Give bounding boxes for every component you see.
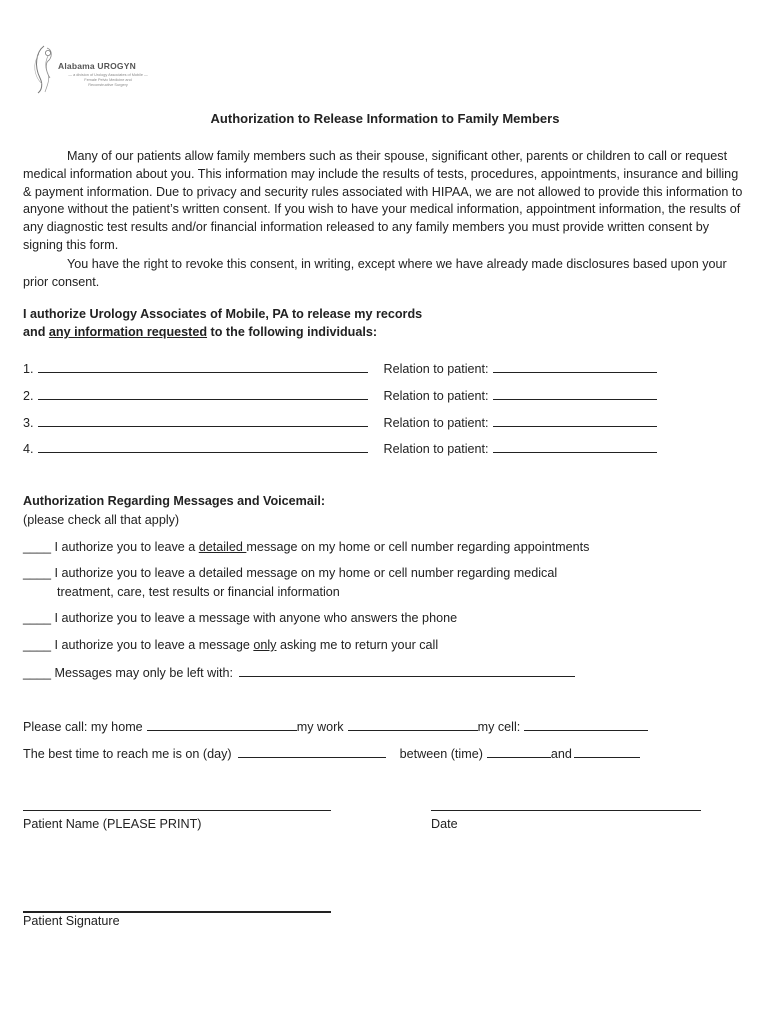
patient-name-field[interactable] [23,810,331,811]
revoke-paragraph: You have the right to revoke this consent, in writing, except where we have already made disclosures based upon your prior consent. [23,257,727,289]
and-label: and [550,747,572,761]
patient-name-label: Patient Name (PLEASE PRINT) [23,817,202,831]
page-title: Authorization to Release Information to Family Members [210,111,560,126]
authorize-line-1: I authorize Urology Associates of Mobile, PA to release my records [23,307,423,321]
option-text: I authorize you to leave a detailed message on my home or cell number regarding medical [51,566,558,580]
option-text: I authorize you to leave a message [51,638,254,652]
home-label: Please call: my home [23,720,143,734]
name-field[interactable] [38,360,368,373]
checkbox-blank[interactable]: ____ [23,666,52,680]
row-number: 2. [23,389,34,403]
between-label: between (time) [399,747,483,761]
left-with-field[interactable] [239,664,575,677]
cell-phone-field[interactable] [524,718,648,731]
work-label: my work [296,720,344,734]
logo-name: Alabama UROGYN [58,61,136,71]
time-to-field[interactable] [574,745,640,758]
option-text: I authorize you to leave a message with anyone who answers the phone [51,611,458,625]
logo-subtitle: Female Pelvic Medicine and [84,78,132,82]
name-field[interactable] [38,414,368,427]
checkbox-blank[interactable]: ____ [23,638,52,652]
messages-heading: Authorization Regarding Messages and Voicemail: [23,494,326,508]
relation-field[interactable] [493,387,657,400]
individual-row [23,387,657,403]
relation-label: Relation to patient: [383,362,489,376]
name-field[interactable] [38,387,368,400]
checkbox-blank[interactable]: ____ [23,540,52,554]
cell-label: my cell: [477,720,521,734]
relation-field[interactable] [493,414,657,427]
individual-row [23,414,657,430]
relation-label: Relation to patient: [383,442,489,456]
best-day-field[interactable] [238,745,386,758]
option-continuation: treatment, care, test results or financial information [57,585,340,599]
authorize-line-2 [23,325,377,339]
date-field[interactable] [431,810,701,811]
option-text: I authorize you to leave a [51,540,199,554]
option-underlined: only [253,638,277,652]
authorize-underlined: any information requested [48,325,208,339]
relation-label: Relation to patient: [383,389,489,403]
signature-field[interactable] [23,911,331,913]
relation-field[interactable] [493,440,657,453]
row-number: 3. [23,416,34,430]
checkbox-blank[interactable]: ____ [23,611,52,625]
best-time-row [23,745,640,761]
authorize-text: to the following individuals: [207,325,378,339]
name-field[interactable] [38,440,368,453]
relation-label: Relation to patient: [383,416,489,430]
please-call-row [23,718,648,734]
home-phone-field[interactable] [147,718,297,731]
option-text: message on my home or cell number regarding appointments [246,540,590,554]
option-underlined: detailed [198,540,247,554]
option-text: asking me to return your call [276,638,439,652]
logo-subtitle: Reconstructive Surgery [88,83,128,87]
message-option-detailed-medical [23,566,557,580]
logo-subtitle: — a division of Urology Associates of Mobile — [68,73,148,77]
checkbox-blank[interactable]: ____ [23,566,52,580]
intro-paragraph: Many of our patients allow family members such as their spouse, significant other, parents or children to call or request medical information about you. This information may include the results of tests, procedures, appointments, insurance and billing & payment information. Due to privacy and security rules associated with HIPAA, we are not allowed to provide this information to anyone without the patient’s written consent. If you wish to have your medical information, appointment information, the results of any diagnostic test results and/or financial information released to any family members you must provide written consent by signing this form. [23,149,743,252]
work-phone-field[interactable] [348,718,478,731]
individual-row [23,440,657,456]
time-from-field[interactable] [487,745,551,758]
best-day-label: The best time to reach me is on (day) [23,747,232,761]
relation-field[interactable] [493,360,657,373]
message-option-detailed-appointments [23,540,589,554]
patient-signature-label: Patient Signature [23,914,120,928]
row-number: 4. [23,442,34,456]
authorize-text: and [23,325,49,339]
messages-subheading: (please check all that apply) [23,513,180,527]
option-text: Messages may only be left with: [51,666,234,680]
row-number: 1. [23,362,34,376]
date-label: Date [431,817,458,831]
message-option-return-call [23,638,438,652]
individual-row [23,360,657,376]
message-option-anyone [23,611,457,625]
message-option-left-with [23,664,575,680]
